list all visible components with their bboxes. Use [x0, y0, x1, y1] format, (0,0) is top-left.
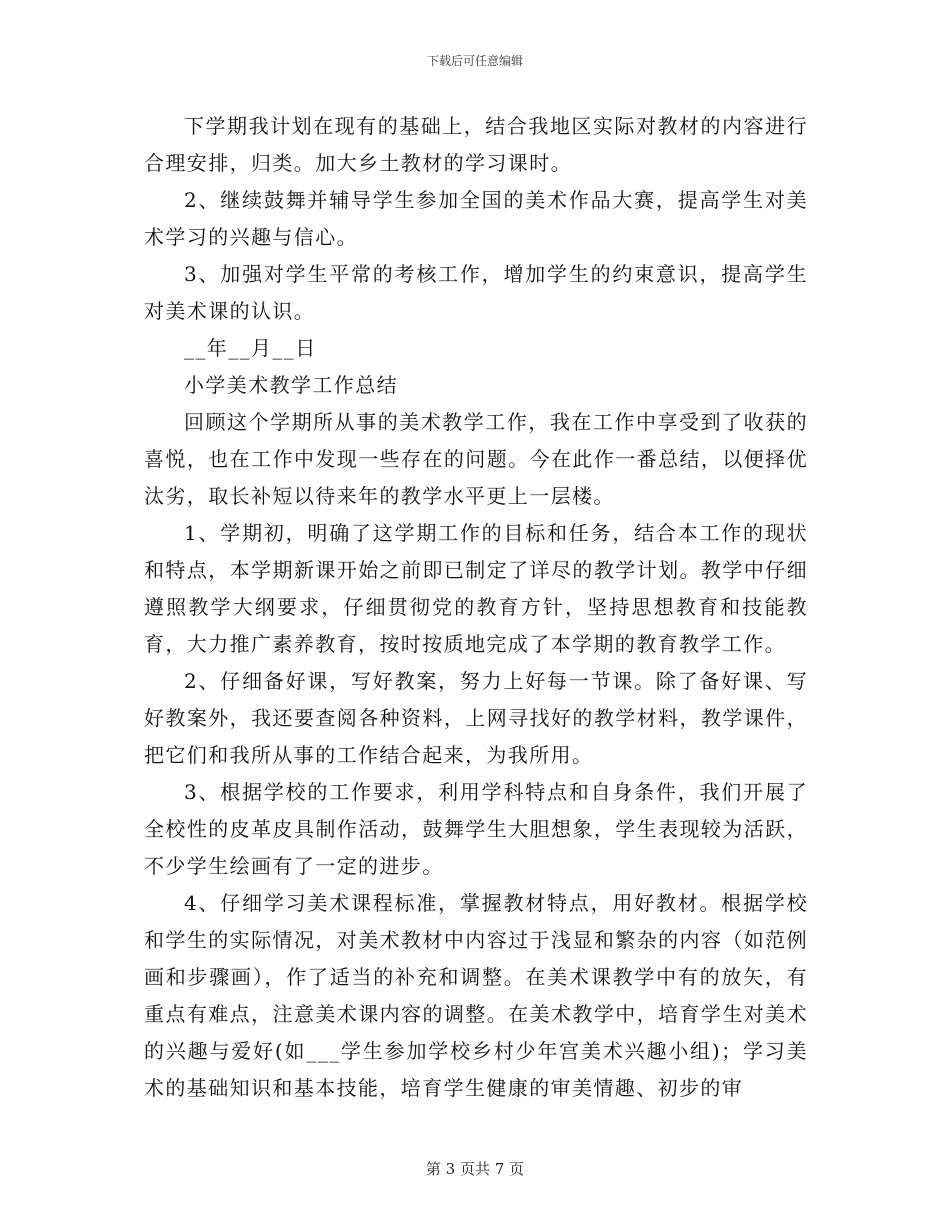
document-body: [144, 108, 808, 1107]
paragraph-summary-item-1: 1、学期初，明确了这学期工作的目标和任务，结合本工作的现状和特点，本学期新课开始之前即已制定了详尽的教学计划。教学中仔细遵照教学大纲要求，仔细贯彻党的教育方针，坚持思想教育和技能教育，大力推广素养教育，按时按质地完成了本学期的教育教学工作。: [144, 521, 808, 656]
paragraph-summary-intro: 回顾这个学期所从事的美术教学工作，我在工作中享受到了收获的喜悦，也在工作中发现一些存在的问题。今在此作一番总结，以便择优汰劣，取长补短以待来年的教学水平更上一层楼。: [144, 410, 808, 508]
section-title: 小学美术教学工作总结: [184, 373, 398, 397]
date-line: __年__月__日: [184, 336, 317, 360]
paragraph-summary-item-2: 2、仔细备好课，写好教案，努力上好每一节课。除了备好课、写好教案外，我还要查阅各种资料，上网寻找好的教学材料，教学课件，把它们和我所从事的工作结合起来，为我所用。: [144, 669, 808, 767]
paragraph-plan-intro: 下学期我计划在现有的基础上，结合我地区实际对教材的内容进行合理安排，归类。加大乡土教材的学习课时。: [144, 114, 808, 175]
page-number: 第 3 页共 7 页: [425, 1160, 525, 1178]
paragraph-plan-item-2: 2、继续鼓舞并辅导学生参加全国的美术作品大赛，提高学生对美术学习的兴趣与信心。: [144, 188, 808, 249]
paragraph-summary-item-3: 3、根据学校的工作要求，利用学科特点和自身条件，我们开展了全校性的皮革皮具制作活动，鼓舞学生大胆想象，学生表现较为活跃，不少学生绘画有了一定的进步。: [144, 780, 808, 878]
paragraph-summary-item-4: 4、仔细学习美术课程标准，掌握教材特点，用好教材。根据学校和学生的实际情况，对美术教材中内容过于浅显和繁杂的内容（如范例画和步骤画），作了适当的补充和调整。在美术课教学中有的放矢，有重点有难点，注意美术课内容的调整。在美术教学中，培育学生对美术的兴趣与爱好(如___学生参加学校乡村少年宫美术兴趣小组)；学习美术的基础知识和基本技能，培育学生健康的审美情趣、初步的审: [144, 891, 808, 1100]
paragraph-plan-item-3: 3、加强对学生平常的考核工作，增加学生的约束意识，提高学生对美术课的认识。: [144, 262, 808, 323]
page-header: 下载后可任意编辑: [426, 54, 523, 68]
